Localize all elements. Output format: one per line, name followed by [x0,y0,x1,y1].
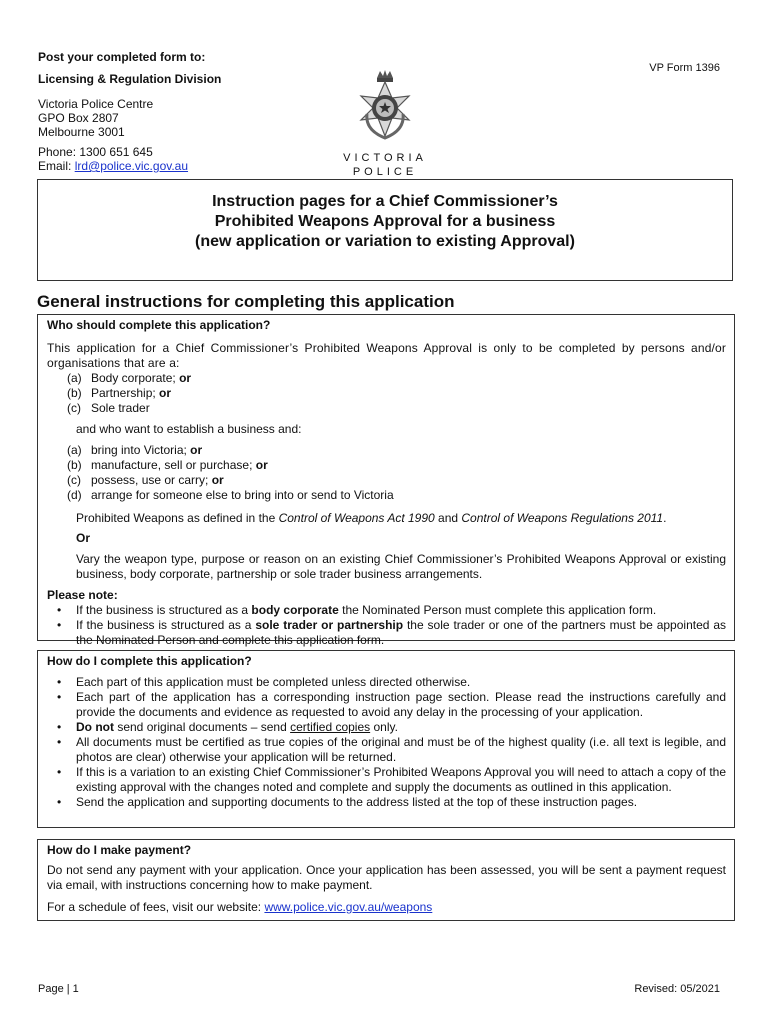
weapons-website-link[interactable]: www.police.vic.gov.au/weapons [264,900,433,914]
who-should-complete-box [37,314,735,647]
victoria-police-logo [310,68,460,180]
or-text: Or [76,531,91,545]
how-to-complete-box [37,650,735,828]
payment-text: Do not send any payment with your application. Once your application has been assessed, you will be sent a payment request via email, with instructions concerning how to make payment. [47,863,726,892]
logo-wordmark: VICTORIA POLICE [343,152,427,178]
phone: Phone: 1300 651 645 [38,145,153,159]
list-item: • Each part of this application must be completed unless directed otherwise. [47,675,726,690]
vary-text: Vary the weapon type, purpose or reason on an existing Chief Commissioner’s Prohibited Weapons Approval or existing business, body corporate, partnership or sole trader business arrangements. [76,552,726,581]
instruction-list [47,675,726,810]
email-link[interactable]: lrd@police.vic.gov.au [74,159,189,173]
how-heading: How do I complete this application? [47,654,252,668]
and-who-text: and who want to establish a business and: [76,422,302,436]
list-item: • Send the application and supporting documents to the address listed at the top of these instruction pages. [47,795,726,810]
title-line: Instruction pages for a Chief Commissioner’s [212,193,558,210]
title-line: (new application or variation to existing Approval) [195,233,575,250]
address-line: Victoria Police Centre [38,97,154,111]
title-box [37,179,733,281]
list-item: (b) Partnership; or [67,386,172,400]
list-item: • Each part of the application has a corresponding instruction page section. Please read the instructions carefully and provide the documents and evidence as requested to avoid any delay in the processing of your application. [47,690,726,720]
list-item: • If the business is structured as a body corporate the Nominated Person must complete this application form. [47,603,726,618]
definition-text: Prohibited Weapons as defined in the Control of Weapons Act 1990 and Control of Weapons Regulations 2011. [76,511,667,525]
address-line: GPO Box 2807 [38,111,119,125]
section-heading: General instructions for completing this application [37,292,455,311]
contact [38,145,298,173]
list-item: (c) possess, use or carry; or [67,473,224,487]
email-line: Email: lrd@police.vic.gov.au [38,159,189,173]
list-item: • Do not send original documents – send certified copies only. [47,720,726,735]
payment-box [37,839,735,921]
payment-heading: How do I make payment? [47,843,192,857]
title-line: Prohibited Weapons Approval for a business [214,213,556,230]
page-number: Page | 1 [38,983,79,995]
address-line: Melbourne 3001 [38,125,125,139]
list-item: (b) manufacture, sell or purchase; or [67,458,268,472]
address [38,97,298,139]
certified-copies-text: certified copies [290,720,371,734]
postal-address-block [38,50,298,173]
list-item: (c) Sole trader [67,401,150,415]
fees-text: For a schedule of fees, visit our website: www.police.vic.gov.au/weapons [47,900,433,914]
entity-type-list [47,371,726,416]
police-crest-icon [345,68,425,148]
note-heading: Please note: [47,588,118,602]
list-item: • All documents must be certified as true copies of the original and must be of the highest quality (i.e. all text is legible, and photos are clear) otherwise your application will be returned. [47,735,726,765]
who-heading: Who should complete this application? [47,318,271,332]
list-item: (a) Body corporate; or [67,371,192,385]
list-item: (d) arrange for someone else to bring into or send to Victoria [67,488,394,502]
form-number: VP Form 1396 [649,62,720,74]
list-item: • If the business is structured as a sole trader or partnership the sole trader or one of the partners must be appointed as the Nominated Person and complete this application form. [47,618,726,648]
activity-list [47,443,726,503]
who-intro: This application for a Chief Commissioner’s Prohibited Weapons Approval is only to be completed by persons and/or organisations that are a: [47,341,726,370]
list-item: • If this is a variation to an existing Chief Commissioner’s Prohibited Weapons Approval you will need to attach a copy of the existing approval with the changes noted and complete and supply the documents as outlined in this application. [47,765,726,795]
post-label: Post your completed form to: [38,50,206,64]
division-name: Licensing & Regulation Division [38,72,222,86]
revision-date: Revised: 05/2021 [634,983,720,995]
note-list [47,603,726,648]
list-item: (a) bring into Victoria; or [67,443,203,457]
